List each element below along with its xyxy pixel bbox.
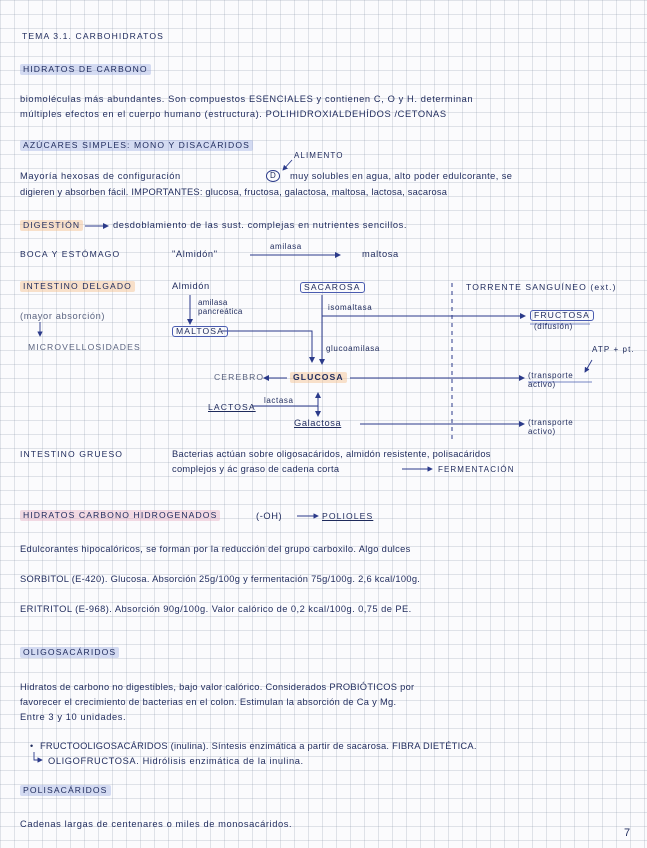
section-heading-hidrogenados: HIDRATOS CARBONO HIDROGENADOS xyxy=(20,510,220,521)
grueso-line-1: Bacterias actúan sobre oligosacáridos, almidón resistente, polisacáridos xyxy=(172,449,491,459)
lactosa-label: LACTOSA xyxy=(208,402,256,412)
boca-label: BOCA Y ESTÓMAGO xyxy=(20,249,121,259)
azucares-line-1a: Mayoría hexosas de configuración xyxy=(20,171,181,181)
intestino-grueso-label: INTESTINO GRUESO xyxy=(20,449,124,459)
hidrogenados-line-1: Edulcorantes hipocalóricos, se forman por la reducción del grupo carboxilo. Algo dulces xyxy=(20,544,411,554)
lactasa-label: lactasa xyxy=(264,396,294,405)
amilasa-pancreatica: amilasa pancreática xyxy=(198,298,243,316)
poli-line-1: Cadenas largas de centenares o miles de monosacáridos. xyxy=(20,819,293,829)
galactosa-node: Galactosa xyxy=(294,418,342,428)
eritritol-line: ERITRITOL (E-968). Absorción 90g/100g. Valor calórico de 0,2 kcal/100g. 0,75 de PE. xyxy=(20,604,412,614)
transporte-activo-2: (transporte activo) xyxy=(528,418,574,436)
intestino-delgado-label: INTESTINO DELGADO xyxy=(20,281,135,292)
fructosa-node: FRUCTOSA xyxy=(530,310,594,321)
oligo-line-3: Entre 3 y 10 unidades. xyxy=(20,712,127,722)
sorbitol-line: SORBITOL (E-420). Glucosa. Absorción 25g/100g y fermentación 75g/100g. 2,6 kcal/100g. xyxy=(20,574,421,584)
section-heading-oligo: OLIGOSACÁRIDOS xyxy=(20,647,119,658)
difusion-label: (difusión) xyxy=(534,322,573,331)
section-heading-azucares: AZÚCARES SIMPLES: MONO Y DISACÁRIDOS xyxy=(20,140,253,151)
hidratos-line-2: múltiples efectos en el cuerpo humano (estructura). POLIHIDROXIALDEHÍDOS /CETONAS xyxy=(20,109,447,119)
hidratos-line-1: biomoléculas más abundantes. Son compuestos ESENCIALES y contienen C, O y H. determinan xyxy=(20,94,474,104)
fermentacion-label: FERMENTACIÓN xyxy=(438,465,515,474)
almidon-node: Almidón xyxy=(172,281,210,291)
amilasa-label: amilasa xyxy=(270,242,302,251)
azucares-line-2: digieren y absorben fácil. IMPORTANTES: glucosa, fructosa, galactosa, maltosa, lactosa, sacarosa xyxy=(20,187,448,197)
maltosa-node: MALTOSA xyxy=(172,326,228,337)
sacarosa-node: SACAROSA xyxy=(300,282,365,293)
oligo-line-1: Hidratos de carbono no digestibles, bajo valor calórico. Considerados PROBIÓTICOS por xyxy=(20,682,415,692)
polioles-label: POLIOLES xyxy=(322,511,374,521)
config-d-circle: D xyxy=(266,170,280,182)
almidon-quote: "Almidón" xyxy=(172,249,218,259)
torrente-label: TORRENTE SANGUÍNEO (ext.) xyxy=(466,282,617,292)
page-number: 7 xyxy=(624,827,631,839)
microvellosidades: MICROVELLOSIDADES xyxy=(28,342,141,352)
digestion-label: DIGESTIÓN xyxy=(20,220,83,231)
oligo-bullet-2: OLIGOFRUCTOSA. Hidrólisis enzimática de la inulina. xyxy=(48,756,304,766)
oh-label: (-OH) xyxy=(256,511,283,521)
glucoamilasa-label: glucoamilasa xyxy=(326,344,380,353)
glucosa-node: GLUCOSA xyxy=(290,372,347,383)
oligo-line-2: favorecer el crecimiento de bacterias en el colon. Estimulan la absorción de Ca y Mg. xyxy=(20,697,397,707)
section-heading-hidratos: HIDRATOS DE CARBONO xyxy=(20,64,151,75)
section-heading-poli: POLISACÁRIDOS xyxy=(20,785,111,796)
atp-label: ATP + pt. xyxy=(592,345,635,354)
isomaltasa-label: isomaltasa xyxy=(328,303,373,312)
page-title: TEMA 3.1. CARBOHIDRATOS xyxy=(22,31,164,41)
azucares-line-1b: muy solubles en agua, alto poder edulcorante, se xyxy=(290,171,513,181)
transporte-activo-1: (transporte activo) xyxy=(528,371,574,389)
digestion-text: desdoblamiento de las sust. complejas en nutrientes sencillos. xyxy=(113,220,408,230)
bullet-dot: • xyxy=(30,741,34,751)
cerebro-label: CEREBRO xyxy=(214,372,265,382)
maltosa-text: maltosa xyxy=(362,249,399,259)
oligo-bullet-1: FRUCTOOLIGOSACÁRIDOS (inulina). Síntesis enzimática a partir de sacarosa. FIBRA DIETÉTICA. xyxy=(40,741,477,751)
mayor-absorcion: (mayor absorción) xyxy=(20,311,106,321)
alimento-label: ALIMENTO xyxy=(294,151,344,160)
grueso-line-2: complejos y ác graso de cadena corta xyxy=(172,464,340,474)
